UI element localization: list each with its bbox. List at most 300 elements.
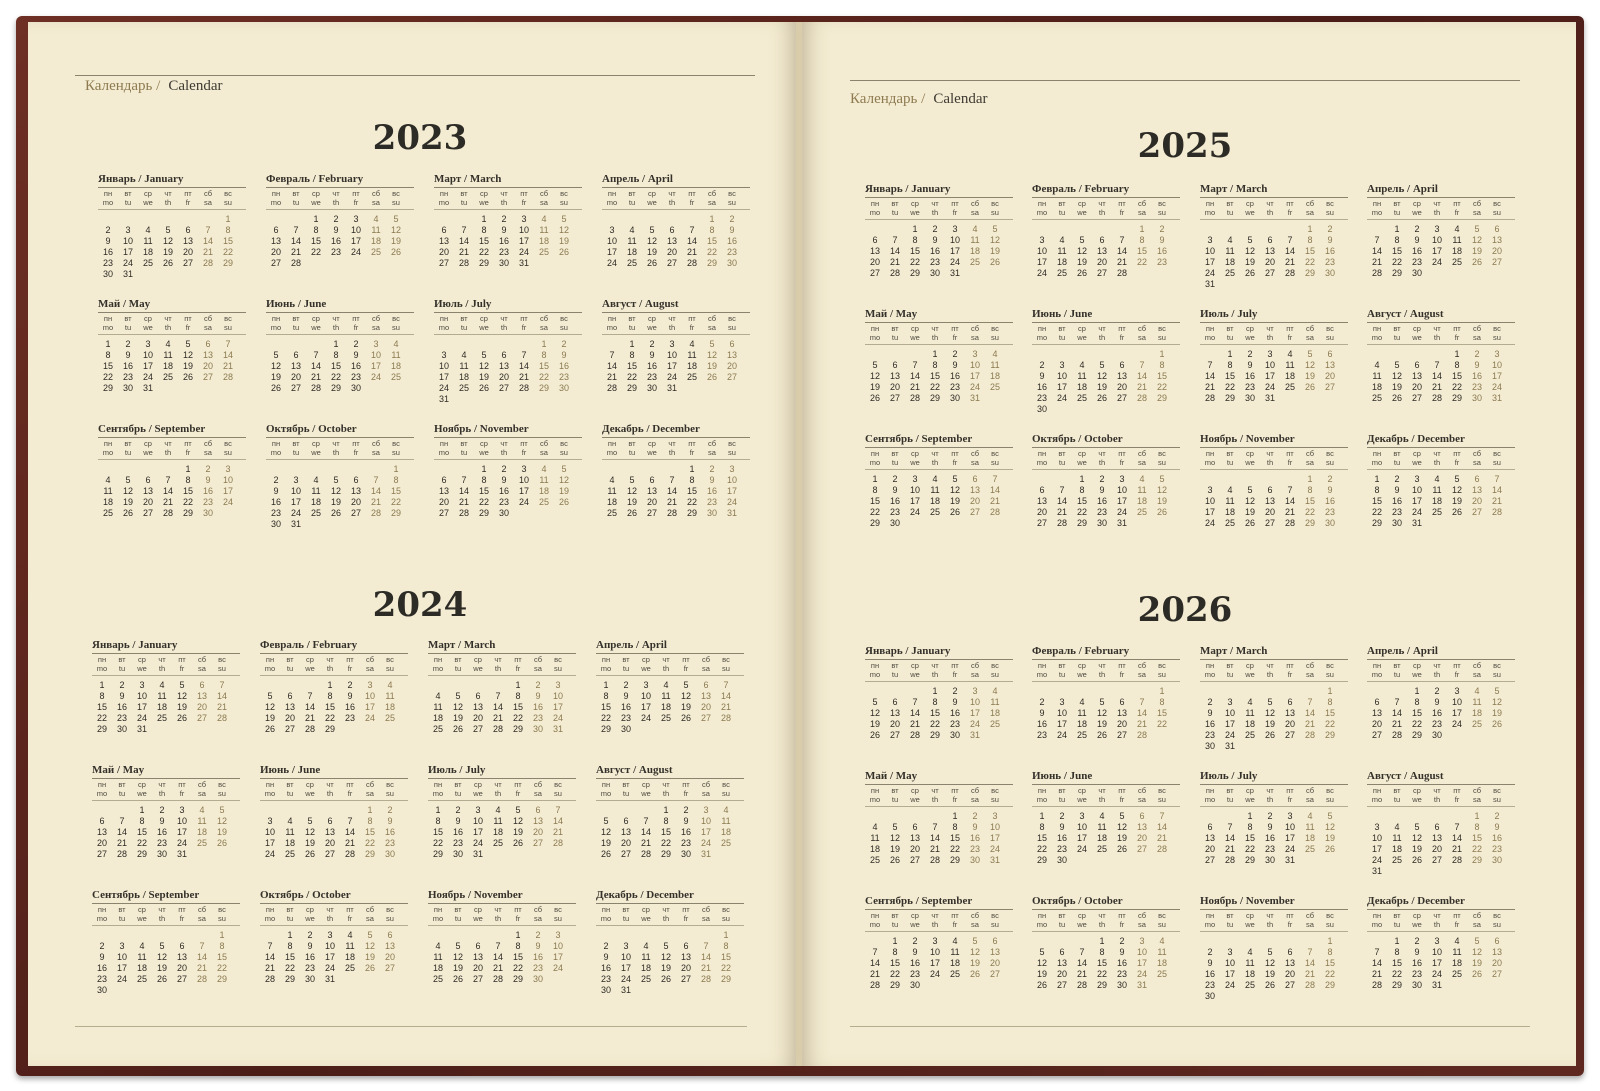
day-number: 3 <box>1079 811 1085 821</box>
day-number: 29 <box>1036 855 1047 865</box>
day-number: 13 <box>700 691 711 701</box>
day-number: 10 <box>1116 485 1127 495</box>
day-number: 19 <box>182 361 193 371</box>
day-number: 27 <box>869 268 880 278</box>
day-grid <box>1032 474 1180 529</box>
day-number: 9 <box>561 350 567 360</box>
day-number: 20 <box>438 247 449 257</box>
day-number: 22 <box>660 838 671 848</box>
day-number: 1 <box>287 930 293 940</box>
day-number: 27 <box>989 969 1000 979</box>
day-number: 18 <box>1224 507 1235 517</box>
day-number: 28 <box>1451 855 1462 865</box>
day-number: 5 <box>273 350 279 360</box>
day-number: 16 <box>969 833 980 843</box>
weekday-label: пт fr <box>951 786 959 804</box>
day-number: 15 <box>310 236 321 246</box>
day-number: 29 <box>1471 855 1482 865</box>
empty-day-cell <box>1280 474 1300 485</box>
day-number: 7 <box>267 941 273 951</box>
weekday-label: пн mo <box>432 780 444 798</box>
day-number: 29 <box>478 508 489 518</box>
day-number: 10 <box>726 475 737 485</box>
day-number: 8 <box>1474 822 1480 832</box>
day-number: 13 <box>1411 371 1422 381</box>
empty-day-cell <box>132 930 152 941</box>
weekday-label: вс su <box>991 199 999 217</box>
day-number: 15 <box>478 236 489 246</box>
empty-day-cell <box>448 680 468 691</box>
weekday-label: пн mo <box>96 780 108 798</box>
empty-day-cell <box>1260 686 1280 697</box>
day-number: 26 <box>626 508 637 518</box>
day-number: 16 <box>1324 496 1335 506</box>
day-number: 4 <box>1307 811 1313 821</box>
day-number: 21 <box>1391 719 1402 729</box>
day-number: 17 <box>1056 719 1067 729</box>
day-number: 30 <box>620 724 631 734</box>
day-number: 23 <box>1204 980 1215 990</box>
weekday-label: вс su <box>218 780 226 798</box>
day-number: 17 <box>606 247 617 257</box>
day-number: 12 <box>452 702 463 712</box>
day-number: 9 <box>119 691 125 701</box>
weekday-label: сб sa <box>371 314 381 332</box>
day-number: 30 <box>706 508 717 518</box>
day-number: 23 <box>330 247 341 257</box>
day-number: 5 <box>1267 697 1273 707</box>
day-number: 30 <box>1116 980 1127 990</box>
day-number: 15 <box>136 827 147 837</box>
day-number: 1 <box>139 805 145 815</box>
day-number: 9 <box>1247 360 1253 370</box>
day-number: 26 <box>1391 393 1402 403</box>
weekday-label: вс su <box>386 905 394 923</box>
day-number: 5 <box>515 805 521 815</box>
day-number: 2 <box>1327 474 1333 484</box>
day-number: 20 <box>182 247 193 257</box>
day-number: 14 <box>1371 958 1382 968</box>
weekday-label: пн mo <box>264 905 276 923</box>
day-number: 14 <box>1056 496 1067 506</box>
weekday-label: вс su <box>722 905 730 923</box>
day-number: 18 <box>1156 958 1167 968</box>
day-number: 18 <box>989 708 1000 718</box>
day-number: 31 <box>726 508 737 518</box>
day-number: 26 <box>1036 980 1047 990</box>
day-number: 30 <box>498 258 509 268</box>
day-number: 27 <box>1371 730 1382 740</box>
day-number: 11 <box>1372 371 1382 381</box>
weekday-label: вс su <box>728 314 736 332</box>
day-number: 5 <box>1247 235 1253 245</box>
day-number: 24 <box>142 372 153 382</box>
day-number: 12 <box>1156 485 1167 495</box>
day-number: 27 <box>142 508 153 518</box>
day-number: 22 <box>182 497 193 507</box>
day-number: 26 <box>969 969 980 979</box>
day-number: 30 <box>1391 518 1402 528</box>
weekday-label: ср we <box>137 905 147 923</box>
day-number: 10 <box>1411 485 1422 495</box>
day-grid <box>260 930 408 985</box>
weekday-label: чт th <box>1098 199 1106 217</box>
day-number: 30 <box>929 268 940 278</box>
day-number: 3 <box>912 474 918 484</box>
day-number: 15 <box>1371 496 1382 506</box>
day-number: 18 <box>660 702 671 712</box>
day-number: 3 <box>729 464 735 474</box>
day-number: 23 <box>1264 844 1275 854</box>
weekday-header <box>1032 787 1180 807</box>
empty-day-cell <box>1052 349 1072 360</box>
day-number: 1 <box>603 680 609 690</box>
day-grid <box>266 339 414 394</box>
day-number: 10 <box>1136 947 1147 957</box>
weekday-label: сб sa <box>701 905 711 923</box>
weekday-label: сб sa <box>533 905 543 923</box>
day-number: 8 <box>327 691 333 701</box>
day-number: 4 <box>1374 360 1380 370</box>
day-number: 1 <box>1394 936 1400 946</box>
month-block <box>260 638 408 735</box>
empty-day-cell <box>280 805 300 816</box>
empty-day-cell <box>1092 686 1112 697</box>
weekday-label: вт tu <box>460 189 468 207</box>
day-number: 13 <box>1284 708 1295 718</box>
day-number: 15 <box>1451 371 1462 381</box>
month-title: Июль / July <box>434 297 582 313</box>
weekday-label: вс su <box>554 655 562 673</box>
day-number: 27 <box>1471 507 1482 517</box>
empty-day-cell <box>885 686 905 697</box>
day-number: 2 <box>333 214 339 224</box>
empty-day-cell <box>300 805 320 816</box>
day-number: 19 <box>156 963 167 973</box>
day-grid <box>1367 686 1515 741</box>
day-number: 13 <box>270 236 281 246</box>
day-number: 31 <box>1371 866 1382 876</box>
weekday-label: чт th <box>158 905 166 923</box>
day-number: 7 <box>1307 697 1313 707</box>
weekday-label: вс su <box>991 661 999 679</box>
day-number: 27 <box>1264 518 1275 528</box>
day-grid <box>428 680 576 735</box>
day-number: 15 <box>1324 958 1335 968</box>
day-number: 18 <box>1304 833 1315 843</box>
weekday-label: вс su <box>218 655 226 673</box>
day-number: 19 <box>660 963 671 973</box>
day-number: 3 <box>1267 349 1273 359</box>
empty-day-cell <box>1367 349 1387 360</box>
day-number: 5 <box>1039 947 1045 957</box>
day-number: 14 <box>344 827 355 837</box>
day-number: 25 <box>660 713 671 723</box>
day-number: 14 <box>1136 371 1147 381</box>
day-number: 4 <box>165 339 171 349</box>
day-number: 12 <box>680 691 691 701</box>
day-number: 1 <box>1454 349 1460 359</box>
month-block <box>1032 894 1180 991</box>
day-number: 12 <box>390 225 401 235</box>
weekday-label: пт fr <box>1286 911 1294 929</box>
day-number: 27 <box>532 838 543 848</box>
day-number: 5 <box>125 475 131 485</box>
day-number: 7 <box>1059 485 1065 495</box>
day-number: 11 <box>661 691 671 701</box>
day-number: 28 <box>116 849 127 859</box>
day-number: 7 <box>1139 360 1145 370</box>
weekday-label: ср we <box>1245 324 1255 342</box>
day-number: 30 <box>889 518 900 528</box>
weekday-label: пт fr <box>1286 449 1294 467</box>
month-title: Сентябрь / September <box>865 894 1013 910</box>
day-number: 20 <box>1411 382 1422 392</box>
day-number: 3 <box>1207 235 1213 245</box>
day-number: 15 <box>660 827 671 837</box>
day-number: 28 <box>492 724 503 734</box>
month-block <box>865 307 1013 404</box>
day-number: 25 <box>162 372 173 382</box>
day-number: 12 <box>1116 822 1127 832</box>
empty-day-cell <box>514 339 534 350</box>
empty-day-cell <box>1367 686 1387 697</box>
day-number: 7 <box>872 947 878 957</box>
day-number: 25 <box>156 713 167 723</box>
empty-day-cell <box>1367 936 1387 947</box>
empty-day-cell <box>286 339 306 350</box>
day-number: 7 <box>669 475 675 485</box>
day-number: 12 <box>264 702 275 712</box>
day-number: 24 <box>176 838 187 848</box>
day-number: 13 <box>869 246 880 256</box>
weekday-header <box>428 781 576 801</box>
weekday-label: вт tu <box>124 314 132 332</box>
day-number: 23 <box>909 969 920 979</box>
day-number: 25 <box>1076 730 1087 740</box>
empty-day-cell <box>656 930 676 941</box>
empty-day-cell <box>696 930 716 941</box>
day-number: 10 <box>929 947 940 957</box>
day-number: 5 <box>185 339 191 349</box>
day-number: 3 <box>267 816 273 826</box>
day-number: 28 <box>222 372 233 382</box>
header-label-en: Calendar <box>168 78 223 94</box>
weekday-label: сб sa <box>1472 449 1482 467</box>
weekday-label: пн mo <box>264 655 276 673</box>
day-number: 24 <box>949 257 960 267</box>
day-number: 3 <box>1059 697 1065 707</box>
weekday-label: вт tu <box>286 905 294 923</box>
day-number: 10 <box>1204 496 1215 506</box>
day-number: 16 <box>156 827 167 837</box>
day-number: 11 <box>950 947 960 957</box>
weekday-label: пн mo <box>102 314 114 332</box>
weekday-label: пн mo <box>438 439 450 457</box>
day-number: 29 <box>1371 518 1382 528</box>
day-number: 17 <box>1136 958 1147 968</box>
day-number: 4 <box>1227 485 1233 495</box>
empty-day-cell <box>138 214 158 225</box>
day-number: 2 <box>125 339 131 349</box>
day-number: 18 <box>196 827 207 837</box>
day-number: 4 <box>1227 235 1233 245</box>
day-number: 24 <box>552 713 563 723</box>
day-number: 24 <box>264 849 275 859</box>
day-number: 31 <box>324 974 335 984</box>
weekday-label: сб sa <box>1137 199 1147 217</box>
day-number: 11 <box>459 361 469 371</box>
day-number: 30 <box>1324 518 1335 528</box>
day-number: 12 <box>646 236 657 246</box>
weekday-header <box>92 656 240 676</box>
day-number: 27 <box>1491 257 1502 267</box>
day-number: 23 <box>969 844 980 854</box>
day-number: 6 <box>353 475 359 485</box>
day-number: 9 <box>603 952 609 962</box>
day-number: 13 <box>1116 708 1127 718</box>
weekday-label: вс su <box>1493 199 1501 217</box>
day-number: 8 <box>1454 360 1460 370</box>
day-number: 29 <box>929 730 940 740</box>
day-number: 8 <box>952 822 958 832</box>
day-number: 21 <box>458 247 469 257</box>
day-number: 19 <box>1411 844 1422 854</box>
weekday-label: чт th <box>164 189 172 207</box>
weekday-label: пт fr <box>951 199 959 217</box>
day-number: 29 <box>216 974 227 984</box>
weekday-label: пн mo <box>432 905 444 923</box>
month-block <box>428 888 576 985</box>
day-number: 18 <box>640 963 651 973</box>
day-number: 31 <box>438 394 449 404</box>
day-number: 6 <box>1287 697 1293 707</box>
day-number: 6 <box>992 936 998 946</box>
day-number: 24 <box>364 713 375 723</box>
empty-day-cell <box>1092 224 1112 235</box>
weekday-label: вс su <box>560 439 568 457</box>
day-number: 12 <box>1491 697 1502 707</box>
day-number: 14 <box>1304 708 1315 718</box>
day-number: 5 <box>1099 360 1105 370</box>
weekday-label: чт th <box>326 905 334 923</box>
day-number: 25 <box>1076 393 1087 403</box>
weekday-header <box>602 315 750 335</box>
day-number: 17 <box>552 702 563 712</box>
weekday-label: сб sa <box>539 439 549 457</box>
day-number: 7 <box>1494 474 1500 484</box>
day-number: 2 <box>972 811 978 821</box>
weekday-label: пт fr <box>352 314 360 332</box>
empty-day-cell <box>266 214 286 225</box>
day-number: 26 <box>478 383 489 393</box>
day-number: 16 <box>532 952 543 962</box>
day-number: 8 <box>333 350 339 360</box>
weekday-header <box>1200 912 1348 932</box>
day-number: 9 <box>709 475 715 485</box>
day-number: 27 <box>1136 844 1147 854</box>
month-block <box>92 888 240 996</box>
weekday-label: вс su <box>560 314 568 332</box>
day-number: 22 <box>1304 257 1315 267</box>
day-number: 8 <box>313 225 319 235</box>
empty-day-cell <box>192 930 212 941</box>
day-number: 10 <box>552 691 563 701</box>
empty-day-cell <box>1280 224 1300 235</box>
day-number: 31 <box>122 269 133 279</box>
left-footer-rule <box>75 1026 747 1027</box>
day-number: 15 <box>1324 708 1335 718</box>
day-number: 2 <box>273 475 279 485</box>
empty-day-cell <box>1367 811 1387 822</box>
day-number: 21 <box>1371 257 1382 267</box>
weekday-label: чт th <box>662 655 670 673</box>
weekday-label: вс su <box>1158 449 1166 467</box>
weekday-label: пт fr <box>1453 911 1461 929</box>
day-number: 6 <box>287 691 293 701</box>
day-number: 3 <box>145 339 151 349</box>
day-number: 25 <box>1224 268 1235 278</box>
day-number: 25 <box>390 372 401 382</box>
day-number: 21 <box>666 497 677 507</box>
day-number: 27 <box>270 258 281 268</box>
day-number: 13 <box>620 827 631 837</box>
day-number: 13 <box>1324 360 1335 370</box>
day-number: 16 <box>680 827 691 837</box>
day-number: 25 <box>1471 719 1482 729</box>
day-number: 20 <box>270 247 281 257</box>
day-number: 1 <box>313 214 319 224</box>
day-number: 24 <box>116 974 127 984</box>
day-number: 27 <box>1284 980 1295 990</box>
weekday-label: вс su <box>722 780 730 798</box>
day-number: 23 <box>498 497 509 507</box>
day-number: 26 <box>452 724 463 734</box>
weekday-label: сб sa <box>1137 661 1147 679</box>
day-number: 24 <box>518 247 529 257</box>
day-number: 25 <box>538 247 549 257</box>
empty-day-cell <box>1220 686 1240 697</box>
day-number: 11 <box>930 485 940 495</box>
weekday-label: сб sa <box>371 189 381 207</box>
weekday-label: сб sa <box>701 780 711 798</box>
day-number: 26 <box>949 507 960 517</box>
weekday-label: вт tu <box>1058 786 1066 804</box>
month-title: Ноябрь / November <box>1200 432 1348 448</box>
day-number: 19 <box>1264 719 1275 729</box>
day-number: 27 <box>666 258 677 268</box>
day-number: 4 <box>495 805 501 815</box>
day-number: 14 <box>640 827 651 837</box>
weekday-label: сб sa <box>707 189 717 207</box>
weekday-label: ср we <box>311 439 321 457</box>
day-number: 1 <box>1414 686 1420 696</box>
day-number: 5 <box>333 475 339 485</box>
weekday-label: ср we <box>1245 786 1255 804</box>
day-number: 22 <box>1411 719 1422 729</box>
day-number: 29 <box>478 258 489 268</box>
empty-day-cell <box>1052 936 1072 947</box>
day-number: 20 <box>498 372 509 382</box>
day-number: 18 <box>969 246 980 256</box>
day-number: 22 <box>1244 844 1255 854</box>
month-title: Январь / January <box>865 182 1013 198</box>
weekday-label: пн mo <box>1204 324 1216 342</box>
day-number: 14 <box>989 485 1000 495</box>
weekday-label: вт tu <box>118 780 126 798</box>
day-number: 27 <box>680 974 691 984</box>
day-number: 18 <box>626 247 637 257</box>
